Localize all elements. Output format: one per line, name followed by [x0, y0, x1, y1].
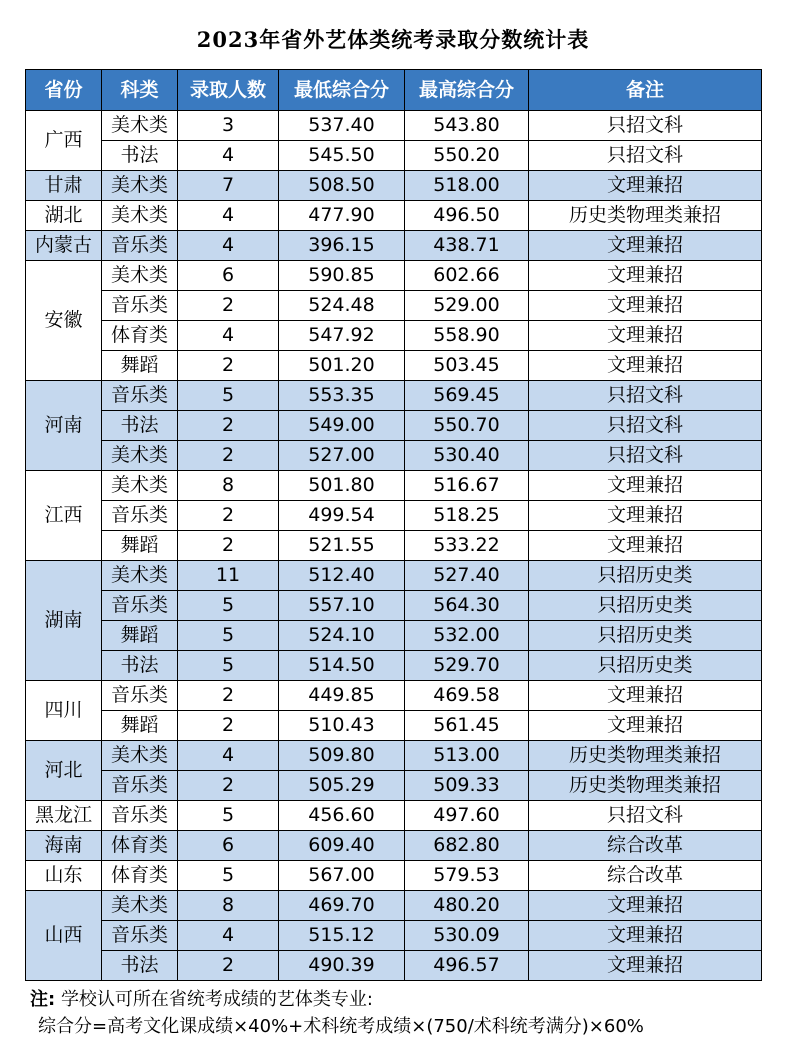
page-title: 2023年省外艺体类统考录取分数统计表 [196, 27, 590, 52]
max-score-cell: 497.60 [405, 801, 529, 831]
note-cell: 文理兼招 [529, 681, 762, 711]
table-row [26, 711, 762, 741]
note-cell: 只招文科 [529, 801, 762, 831]
col-header-note: 备注 [529, 70, 762, 111]
max-score-cell: 532.00 [405, 621, 529, 651]
category-cell: 舞蹈 [102, 531, 178, 561]
max-score-cell: 513.00 [405, 741, 529, 771]
table-row [26, 831, 762, 861]
table-row [26, 561, 762, 591]
min-score-cell: 590.85 [279, 261, 405, 291]
note-cell: 文理兼招 [529, 951, 762, 981]
count-cell: 2 [178, 711, 279, 741]
category-cell: 音乐类 [102, 231, 178, 261]
max-score-cell: 579.53 [405, 861, 529, 891]
max-score-cell: 561.45 [405, 711, 529, 741]
table-row [26, 351, 762, 381]
category-cell: 音乐类 [102, 381, 178, 411]
province-cell: 山西 [26, 891, 102, 981]
min-score-cell: 515.12 [279, 921, 405, 951]
category-cell: 美术类 [102, 171, 178, 201]
note-cell: 文理兼招 [529, 891, 762, 921]
max-score-cell: 564.30 [405, 591, 529, 621]
province-cell: 湖北 [26, 201, 102, 231]
min-score-cell: 499.54 [279, 501, 405, 531]
note-cell: 只招文科 [529, 411, 762, 441]
note-cell: 文理兼招 [529, 291, 762, 321]
province-cell: 内蒙古 [26, 231, 102, 261]
category-cell: 音乐类 [102, 921, 178, 951]
province-cell: 河北 [26, 741, 102, 801]
category-cell: 舞蹈 [102, 621, 178, 651]
note-cell: 文理兼招 [529, 351, 762, 381]
note-cell: 只招文科 [529, 381, 762, 411]
max-score-cell: 533.22 [405, 531, 529, 561]
category-cell: 舞蹈 [102, 351, 178, 381]
table-header-row [26, 70, 762, 111]
table-row [26, 951, 762, 981]
category-cell: 音乐类 [102, 801, 178, 831]
table-row [26, 291, 762, 321]
max-score-cell: 518.25 [405, 501, 529, 531]
count-cell: 5 [178, 381, 279, 411]
note-cell: 综合改革 [529, 831, 762, 861]
category-cell: 书法 [102, 951, 178, 981]
category-cell: 体育类 [102, 861, 178, 891]
category-cell: 体育类 [102, 831, 178, 861]
footnote-line-2: 综合分=高考文化课成绩×40%+术科统考成绩×(750/术科统考满分)×60% [38, 1016, 644, 1037]
note-cell: 只招历史类 [529, 621, 762, 651]
min-score-cell: 501.80 [279, 471, 405, 501]
table-row [26, 171, 762, 201]
min-score-cell: 557.10 [279, 591, 405, 621]
count-cell: 5 [178, 861, 279, 891]
table-body [26, 111, 762, 981]
note-cell: 只招文科 [529, 111, 762, 141]
note-cell: 历史类物理类兼招 [529, 741, 762, 771]
min-score-cell: 545.50 [279, 141, 405, 171]
province-cell: 黑龙江 [26, 801, 102, 831]
category-cell: 美术类 [102, 441, 178, 471]
note-cell: 文理兼招 [529, 921, 762, 951]
count-cell: 4 [178, 141, 279, 171]
table-row [26, 741, 762, 771]
count-cell: 4 [178, 201, 279, 231]
count-cell: 5 [178, 591, 279, 621]
count-cell: 2 [178, 951, 279, 981]
min-score-cell: 449.85 [279, 681, 405, 711]
max-score-cell: 496.57 [405, 951, 529, 981]
province-cell: 湖南 [26, 561, 102, 681]
max-score-cell: 509.33 [405, 771, 529, 801]
province-cell: 海南 [26, 831, 102, 861]
min-score-cell: 508.50 [279, 171, 405, 201]
max-score-cell: 682.80 [405, 831, 529, 861]
category-cell: 美术类 [102, 561, 178, 591]
category-cell: 美术类 [102, 891, 178, 921]
province-cell: 甘肃 [26, 171, 102, 201]
max-score-cell: 530.09 [405, 921, 529, 951]
table-row [26, 771, 762, 801]
category-cell: 美术类 [102, 471, 178, 501]
max-score-cell: 518.00 [405, 171, 529, 201]
note-cell: 文理兼招 [529, 321, 762, 351]
min-score-cell: 521.55 [279, 531, 405, 561]
note-cell: 文理兼招 [529, 231, 762, 261]
min-score-cell: 514.50 [279, 651, 405, 681]
count-cell: 4 [178, 321, 279, 351]
note-cell: 文理兼招 [529, 501, 762, 531]
col-header-category: 科类 [102, 70, 178, 111]
count-cell: 2 [178, 411, 279, 441]
col-header-count: 录取人数 [178, 70, 279, 111]
table-row [26, 381, 762, 411]
max-score-cell: 496.50 [405, 201, 529, 231]
count-cell: 8 [178, 891, 279, 921]
count-cell: 5 [178, 621, 279, 651]
min-score-cell: 524.48 [279, 291, 405, 321]
table-row [26, 201, 762, 231]
note-cell: 历史类物理类兼招 [529, 201, 762, 231]
min-score-cell: 501.20 [279, 351, 405, 381]
category-cell: 美术类 [102, 741, 178, 771]
count-cell: 2 [178, 531, 279, 561]
province-cell: 江西 [26, 471, 102, 561]
min-score-cell: 547.92 [279, 321, 405, 351]
table-row [26, 471, 762, 501]
table-row [26, 231, 762, 261]
min-score-cell: 524.10 [279, 621, 405, 651]
category-cell: 书法 [102, 141, 178, 171]
table-row [26, 861, 762, 891]
max-score-cell: 602.66 [405, 261, 529, 291]
table-row [26, 531, 762, 561]
note-cell: 只招历史类 [529, 561, 762, 591]
min-score-cell: 490.39 [279, 951, 405, 981]
table-row [26, 651, 762, 681]
province-cell: 安徽 [26, 261, 102, 381]
count-cell: 5 [178, 651, 279, 681]
col-header-min-score: 最低综合分 [279, 70, 405, 111]
count-cell: 6 [178, 261, 279, 291]
category-cell: 音乐类 [102, 681, 178, 711]
note-cell: 只招文科 [529, 141, 762, 171]
count-cell: 11 [178, 561, 279, 591]
min-score-cell: 477.90 [279, 201, 405, 231]
max-score-cell: 503.45 [405, 351, 529, 381]
min-score-cell: 527.00 [279, 441, 405, 471]
category-cell: 美术类 [102, 111, 178, 141]
max-score-cell: 543.80 [405, 111, 529, 141]
note-cell: 文理兼招 [529, 711, 762, 741]
max-score-cell: 558.90 [405, 321, 529, 351]
count-cell: 2 [178, 441, 279, 471]
count-cell: 2 [178, 681, 279, 711]
note-cell: 只招历史类 [529, 651, 762, 681]
max-score-cell: 550.70 [405, 411, 529, 441]
category-cell: 音乐类 [102, 591, 178, 621]
category-cell: 书法 [102, 651, 178, 681]
count-cell: 2 [178, 501, 279, 531]
table-row [26, 621, 762, 651]
category-cell: 美术类 [102, 261, 178, 291]
table-row [26, 801, 762, 831]
count-cell: 2 [178, 351, 279, 381]
min-score-cell: 537.40 [279, 111, 405, 141]
note-cell: 历史类物理类兼招 [529, 771, 762, 801]
province-cell: 山东 [26, 861, 102, 891]
min-score-cell: 509.80 [279, 741, 405, 771]
category-cell: 音乐类 [102, 291, 178, 321]
category-cell: 音乐类 [102, 501, 178, 531]
count-cell: 2 [178, 771, 279, 801]
footnote-text-1: 学校认可所在省统考成绩的艺体类专业: [60, 989, 374, 1010]
count-cell: 2 [178, 291, 279, 321]
min-score-cell: 510.43 [279, 711, 405, 741]
max-score-cell: 527.40 [405, 561, 529, 591]
count-cell: 4 [178, 921, 279, 951]
table-row [26, 261, 762, 291]
note-cell: 只招历史类 [529, 591, 762, 621]
table-row [26, 111, 762, 141]
category-cell: 美术类 [102, 201, 178, 231]
count-cell: 7 [178, 171, 279, 201]
max-score-cell: 516.67 [405, 471, 529, 501]
min-score-cell: 396.15 [279, 231, 405, 261]
count-cell: 3 [178, 111, 279, 141]
table-row [26, 681, 762, 711]
max-score-cell: 438.71 [405, 231, 529, 261]
min-score-cell: 456.60 [279, 801, 405, 831]
count-cell: 8 [178, 471, 279, 501]
category-cell: 书法 [102, 411, 178, 441]
table-row [26, 141, 762, 171]
max-score-cell: 469.58 [405, 681, 529, 711]
col-header-province: 省份 [26, 70, 102, 111]
category-cell: 音乐类 [102, 771, 178, 801]
province-cell: 河南 [26, 381, 102, 471]
category-cell: 体育类 [102, 321, 178, 351]
max-score-cell: 569.45 [405, 381, 529, 411]
max-score-cell: 550.20 [405, 141, 529, 171]
note-cell: 文理兼招 [529, 261, 762, 291]
note-cell: 只招文科 [529, 441, 762, 471]
note-cell: 文理兼招 [529, 171, 762, 201]
table-row [26, 441, 762, 471]
min-score-cell: 505.29 [279, 771, 405, 801]
province-cell: 四川 [26, 681, 102, 741]
min-score-cell: 469.70 [279, 891, 405, 921]
max-score-cell: 530.40 [405, 441, 529, 471]
table-row [26, 921, 762, 951]
table-row [26, 591, 762, 621]
count-cell: 4 [178, 741, 279, 771]
col-header-max-score: 最高综合分 [405, 70, 529, 111]
max-score-cell: 529.70 [405, 651, 529, 681]
note-cell: 文理兼招 [529, 471, 762, 501]
count-cell: 5 [178, 801, 279, 831]
note-cell: 文理兼招 [529, 531, 762, 561]
footnote-line-1 [30, 985, 373, 1011]
count-cell: 4 [178, 231, 279, 261]
min-score-cell: 567.00 [279, 861, 405, 891]
min-score-cell: 549.00 [279, 411, 405, 441]
min-score-cell: 553.35 [279, 381, 405, 411]
province-cell: 广西 [26, 111, 102, 171]
score-table [25, 69, 762, 981]
table-row [26, 321, 762, 351]
min-score-cell: 609.40 [279, 831, 405, 861]
max-score-cell: 480.20 [405, 891, 529, 921]
count-cell: 6 [178, 831, 279, 861]
category-cell: 舞蹈 [102, 711, 178, 741]
table-row [26, 411, 762, 441]
table-row [26, 891, 762, 921]
max-score-cell: 529.00 [405, 291, 529, 321]
note-cell: 综合改革 [529, 861, 762, 891]
table-row [26, 501, 762, 531]
footnote-label: 注: [30, 989, 56, 1010]
min-score-cell: 512.40 [279, 561, 405, 591]
